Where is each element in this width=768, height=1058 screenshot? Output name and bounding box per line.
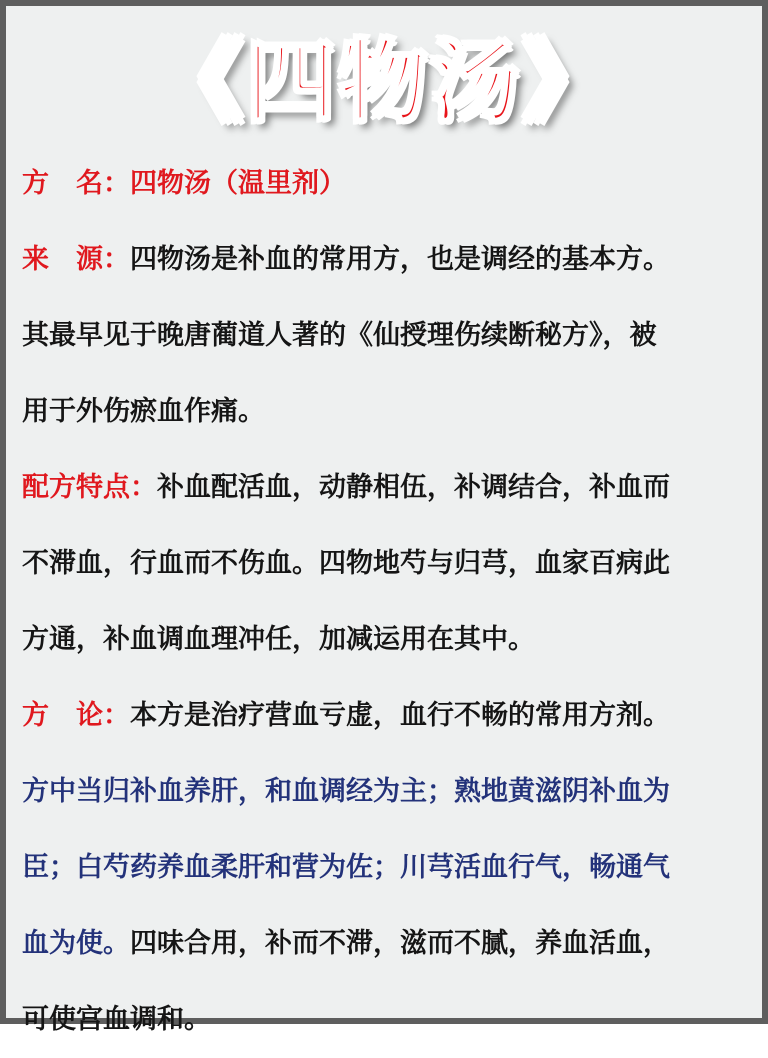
text-segment: 不滞血，行血而不伤血。四物地芍与归芎，血家百病此: [22, 548, 670, 579]
text-segment: 补血配活血，动静相伍，补调结合，补血而: [157, 472, 670, 503]
text-line: [22, 830, 758, 906]
text-segment: 用于外伤瘀血作痛。: [22, 396, 265, 427]
text-segment: 配方特点：: [22, 472, 157, 503]
text-segment: 方通，补血调血理冲任，加减运用在其中。: [22, 624, 535, 655]
text-line: [22, 146, 758, 222]
text-line: [22, 222, 758, 298]
text-segment: 本方是治疗营血亏虚，血行不畅的常用方剂。: [130, 700, 670, 731]
text-segment: 四物汤（温里剂）: [130, 168, 346, 199]
text-segment: 方 论：: [22, 700, 130, 731]
text-segment: 方中当归补血养肝，和血调经为主；熟地黄滋阴补血为: [22, 776, 670, 807]
text-line: [22, 526, 758, 602]
text-segment: 臣；白芍药养血柔肝和营为佐；川芎活血行气，畅通气: [22, 852, 670, 883]
text-segment: 其最早见于晚唐蔺道人著的《仙授理伤续断秘方》，被: [22, 320, 657, 351]
text-segment: 方 名：: [22, 168, 130, 199]
text-line: [22, 602, 758, 678]
text-line: [22, 450, 758, 526]
text-segment: 四物汤是补血的常用方，也是调经的基本方。: [130, 244, 670, 275]
page-title: 《四物汤》: [154, 30, 614, 135]
text-segment: 来 源：: [22, 244, 130, 275]
text-line: [22, 906, 758, 982]
text-segment: 四味合用，补而不滞，滋而不腻，养血活血，: [130, 928, 670, 959]
text-line: [22, 678, 758, 754]
text-line: [22, 982, 758, 1058]
text-segment: 可使宫血调和。: [22, 1004, 211, 1035]
text-segment: 血为使。: [22, 928, 130, 959]
text-line: [22, 754, 758, 830]
text-line: [22, 374, 758, 450]
text-line: [22, 298, 758, 374]
article-body: [22, 146, 758, 1058]
